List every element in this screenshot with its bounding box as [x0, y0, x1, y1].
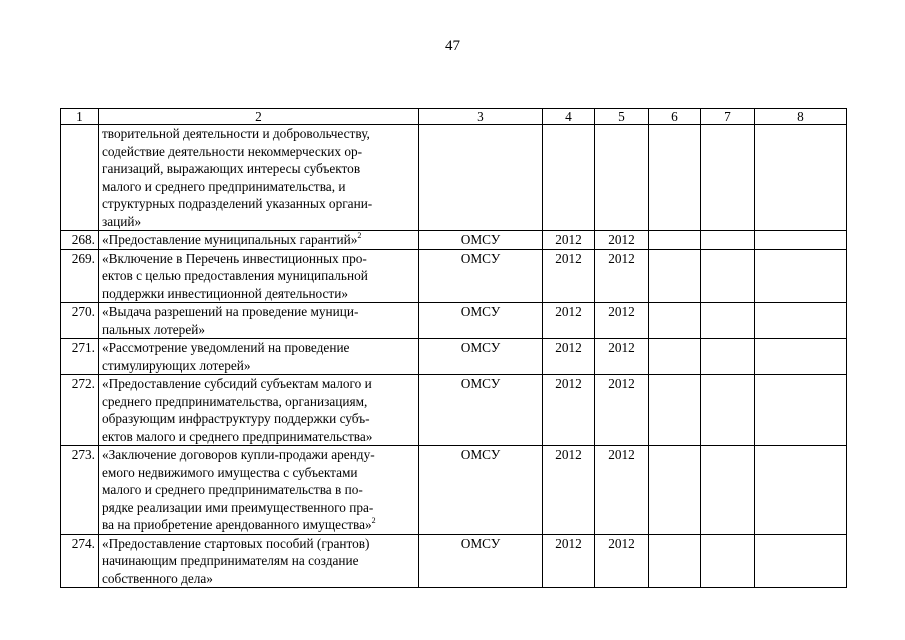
description-text: поддержки инвестиционной деятельности» [102, 285, 349, 301]
cell-col-7 [701, 446, 755, 535]
description-line [102, 321, 415, 339]
description-line [102, 303, 415, 321]
cell-col-7 [701, 249, 755, 303]
column-header-5: 5 [595, 109, 649, 125]
description-line [102, 499, 415, 517]
description-text: ектов малого и среднего предпринимательства» [102, 428, 373, 444]
row-number: 274. [61, 534, 99, 588]
description-text: «Рассмотрение уведомлений на проведение [102, 340, 350, 355]
cell-col-6 [649, 303, 701, 339]
column-header-2: 2 [99, 109, 419, 125]
table-row [61, 231, 847, 250]
table-row [61, 249, 847, 303]
row-organization: ОМСУ [419, 339, 543, 375]
description-text: начинающим предпринимателям на создание [102, 553, 359, 568]
cell-col-6 [649, 375, 701, 446]
table-row [61, 339, 847, 375]
row-number: 273. [61, 446, 99, 535]
description-text: «Включение в Перечень инвестиционных про- [102, 250, 367, 266]
cell-col-8 [755, 303, 847, 339]
description-line [102, 375, 415, 393]
description-line [102, 143, 415, 161]
description-text: творительной деятельности и добровольчеству, [102, 126, 370, 141]
description-line [102, 357, 415, 375]
cell-col-8 [755, 534, 847, 588]
services-table [60, 108, 847, 588]
cell-col-5 [595, 125, 649, 231]
description-line [102, 213, 415, 231]
table-body [61, 125, 847, 588]
row-year-end: 2012 [595, 339, 649, 375]
table-row [61, 375, 847, 446]
cell-col-8 [755, 375, 847, 446]
description-line [102, 267, 415, 285]
row-year-end: 2012 [595, 249, 649, 303]
description-text: среднего предпринимательства, организациям, [102, 393, 368, 409]
cell-col-8 [755, 249, 847, 303]
footnote-mark: 2 [357, 231, 362, 240]
description-line [102, 178, 415, 196]
row-description [99, 339, 419, 375]
table-header [61, 109, 847, 125]
description-text: «Заключение договоров купли-продажи аренду- [102, 447, 375, 462]
row-description [99, 303, 419, 339]
description-text: заций» [102, 213, 142, 229]
row-year-start: 2012 [543, 446, 595, 535]
description-text: «Предоставление муниципальных гарантий» [102, 232, 358, 247]
table-row [61, 303, 847, 339]
description-text: ганизаций, выражающих интересы субъектов [102, 161, 361, 176]
row-description [99, 249, 419, 303]
description-line [102, 516, 415, 534]
row-organization: ОМСУ [419, 249, 543, 303]
cell-col-7 [701, 339, 755, 375]
description-text: малого и среднего предпринимательства в по- [102, 482, 363, 497]
description-line [102, 552, 415, 570]
description-text: пальных лотерей» [102, 321, 205, 337]
cell-col-7 [701, 231, 755, 250]
description-line [102, 250, 415, 268]
row-description [99, 534, 419, 588]
column-header-1: 1 [61, 109, 99, 125]
cell-col-8 [755, 446, 847, 535]
row-description [99, 375, 419, 446]
cell-col-6 [649, 534, 701, 588]
footnote-mark: 2 [371, 516, 376, 525]
header-row [61, 109, 847, 125]
cell-col-6 [649, 446, 701, 535]
cell-col-8 [755, 339, 847, 375]
cell-col-7 [701, 125, 755, 231]
row-year-end: 2012 [595, 446, 649, 535]
description-text: малого и среднего предпринимательства, и [102, 178, 346, 194]
description-text: стимулирующих лотерей» [102, 357, 251, 373]
description-line [102, 393, 415, 411]
table-row-continuation [61, 125, 847, 231]
row-organization: ОМСУ [419, 375, 543, 446]
description-line [102, 231, 415, 249]
description-text: собственного дела» [102, 570, 213, 586]
row-year-start: 2012 [543, 231, 595, 250]
column-header-4: 4 [543, 109, 595, 125]
row-description [99, 446, 419, 535]
cell-col-6 [649, 339, 701, 375]
row-year-end: 2012 [595, 375, 649, 446]
description-line [102, 339, 415, 357]
description-text: «Предоставление субсидий субъектам малого и [102, 376, 372, 391]
column-header-7: 7 [701, 109, 755, 125]
table-row [61, 446, 847, 535]
row-organization: ОМСУ [419, 446, 543, 535]
description-text: структурных подразделений указанных органи- [102, 196, 373, 211]
cell-col-7 [701, 534, 755, 588]
description-line [102, 125, 415, 143]
description-line [102, 160, 415, 178]
column-header-6: 6 [649, 109, 701, 125]
column-header-3: 3 [419, 109, 543, 125]
row-number: 269. [61, 249, 99, 303]
description-text: емого недвижимого имущества с субъектами [102, 464, 358, 480]
description-line [102, 570, 415, 588]
row-organization: ОМСУ [419, 303, 543, 339]
column-header-8: 8 [755, 109, 847, 125]
description-text: «Предоставление стартовых пособий (грантов) [102, 535, 370, 551]
row-year-start: 2012 [543, 249, 595, 303]
description-text: содействие деятельности некоммерческих ор- [102, 143, 363, 159]
cell-col-3 [419, 125, 543, 231]
row-year-end: 2012 [595, 534, 649, 588]
row-year-end: 2012 [595, 303, 649, 339]
page-number: 47 [445, 38, 460, 54]
row-description [99, 125, 419, 231]
row-number: 268. [61, 231, 99, 250]
row-organization: ОМСУ [419, 231, 543, 250]
description-line [102, 464, 415, 482]
description-text: образующим инфраструктуру поддержки субъ- [102, 411, 370, 426]
cell-col-6 [649, 249, 701, 303]
cell-col-8 [755, 231, 847, 250]
description-line [102, 481, 415, 499]
description-text: ва на приобретение арендованного имущества» [102, 517, 372, 532]
description-line [102, 285, 415, 303]
row-description [99, 231, 419, 250]
description-line [102, 410, 415, 428]
row-year-start: 2012 [543, 534, 595, 588]
row-year-end: 2012 [595, 231, 649, 250]
table-row [61, 534, 847, 588]
cell-col-4 [543, 125, 595, 231]
cell-col-6 [649, 125, 701, 231]
description-line [102, 428, 415, 446]
description-text: рядке реализации ими преимущественного пра- [102, 499, 374, 515]
cell-col-6 [649, 231, 701, 250]
description-text: «Выдача разрешений на проведение муници- [102, 304, 359, 319]
description-line [102, 195, 415, 213]
row-year-start: 2012 [543, 375, 595, 446]
row-year-start: 2012 [543, 339, 595, 375]
row-organization: ОМСУ [419, 534, 543, 588]
description-line [102, 535, 415, 553]
row-number: 270. [61, 303, 99, 339]
cell-col-7 [701, 303, 755, 339]
row-number [61, 125, 99, 231]
row-number: 271. [61, 339, 99, 375]
cell-col-8 [755, 125, 847, 231]
description-text: ектов с целью предоставления муниципальной [102, 268, 368, 283]
description-line [102, 446, 415, 464]
row-year-start: 2012 [543, 303, 595, 339]
row-number: 272. [61, 375, 99, 446]
cell-col-7 [701, 375, 755, 446]
